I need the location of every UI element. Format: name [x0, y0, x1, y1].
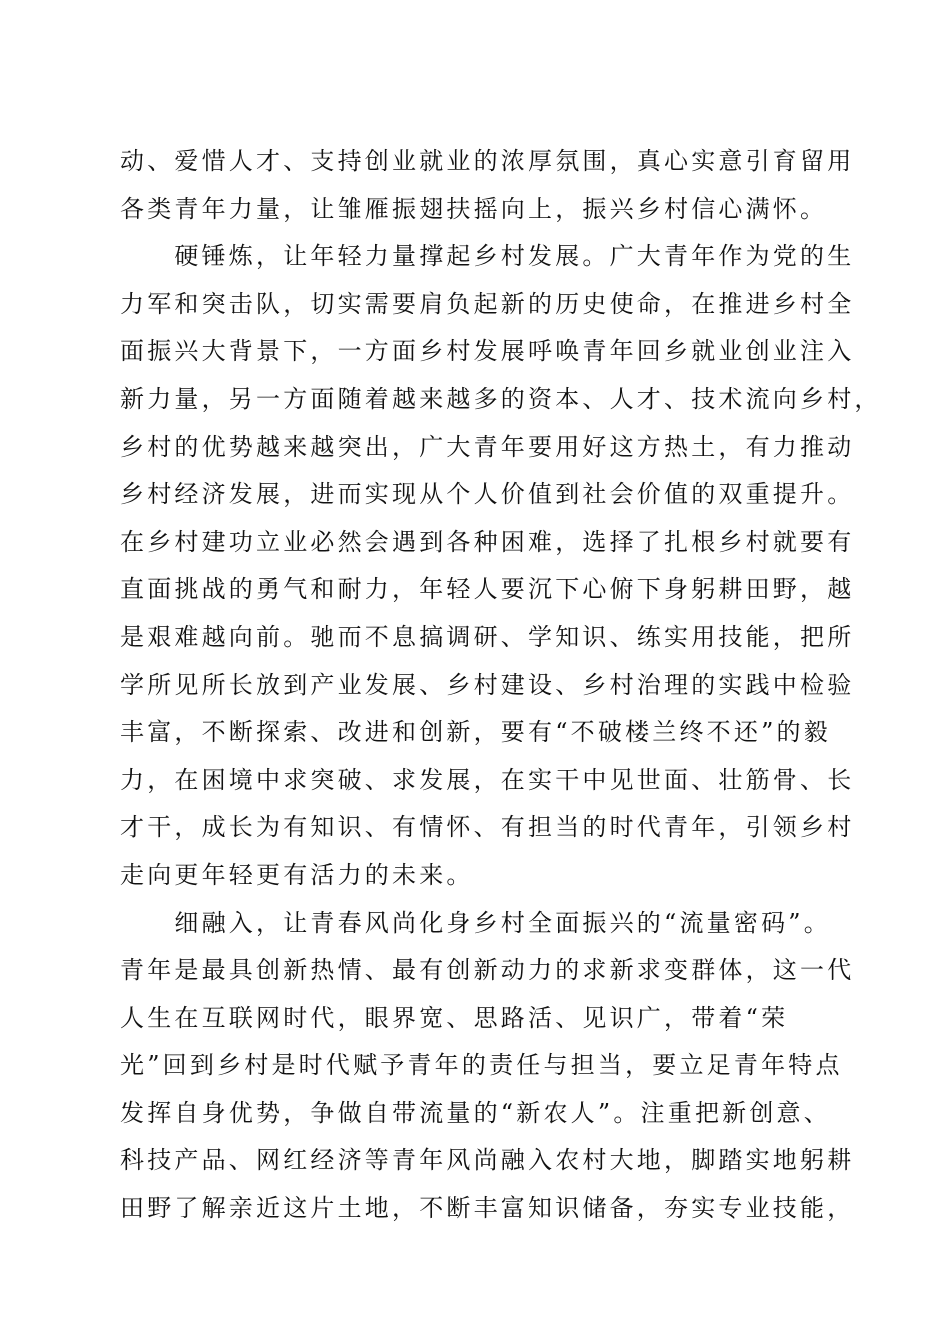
text-line: 田野了解亲近这片土地，不断丰富知识储备，夯实专业技能， [120, 1194, 855, 1223]
text-line: 光”回到乡村是时代赋予青年的责任与担当，要立足青年特点 [120, 1051, 843, 1080]
text-line: 科技产品、网红经济等青年风尚融入农村大地，脚踏实地躬耕 [120, 1146, 855, 1175]
paragraph-start-line: 硬锤炼，让年轻力量撑起乡村发展。广大青年作为党的生 [120, 242, 855, 271]
text-line: 新力量，另一方面随着越来越多的资本、人才、技术流向乡村， [120, 384, 882, 413]
text-line: 力军和突击队，切实需要肩负起新的历史使命，在推进乡村全 [120, 289, 855, 318]
text-line: 青年是最具创新热情、最有创新动力的求新求变群体，这一代 [120, 956, 855, 985]
text-line: 乡村经济发展，进而实现从个人价值到社会价值的双重提升。 [120, 480, 855, 509]
text-line: 人生在互联网时代，眼界宽、思路活、见识广，带着“荣 [120, 1003, 789, 1032]
text-line: 直面挑战的勇气和耐力，年轻人要沉下心俯下身躬耕田野，越 [120, 575, 855, 604]
text-line: 走向更年轻更有活力的未来。 [120, 860, 474, 889]
text-line: 乡村的优势越来越突出，广大青年要用好这方热土，有力推动 [120, 432, 855, 461]
text-line: 丰富，不断探索、改进和创新，要有“不破楼兰终不还”的毅 [120, 718, 831, 747]
text-line: 学所见所长放到产业发展、乡村建设、乡村治理的实践中检验 [120, 670, 855, 699]
document-body [120, 138, 882, 1233]
paragraph-start-line: 细融入，让青春风尚化身乡村全面振兴的“流量密码”。 [120, 908, 831, 937]
text-line: 是艰难越向前。驰而不息搞调研、学知识、练实用技能，把所 [120, 622, 855, 651]
text-line: 力，在困境中求突破、求发展，在实干中见世面、壮筋骨、长 [120, 765, 855, 794]
text-line: 发挥自身优势，争做自带流量的“新农人”。注重把新创意、 [120, 1098, 831, 1127]
text-line: 在乡村建功立业必然会遇到各种困难，选择了扎根乡村就要有 [120, 527, 855, 556]
text-line: 动、爱惜人才、支持创业就业的浓厚氛围，真心实意引育留用 [120, 147, 855, 175]
text-line: 面振兴大背景下，一方面乡村发展呼唤青年回乡就业创业注入 [120, 337, 855, 366]
text-line: 各类青年力量，让雏雁振翅扶摇向上，振兴乡村信心满怀。 [120, 194, 828, 223]
text-line: 才干，成长为有知识、有情怀、有担当的时代青年，引领乡村 [120, 813, 855, 842]
